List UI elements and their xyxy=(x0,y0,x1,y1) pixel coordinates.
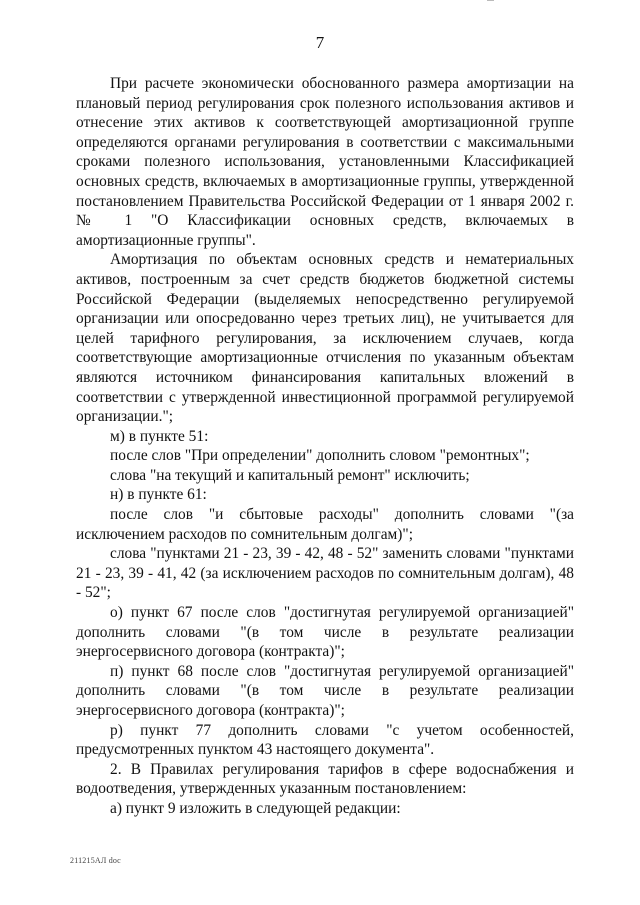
paragraph-item-n-2: слова "пунктами 21 - 23, 39 - 42, 48 - 52" заменить словами "пунктами 21 - 23, 39 - 41, 42 (за исключением расходов по сомнительным долгам), 48 - 52"; xyxy=(76,545,574,602)
paragraph-item-m-1: после слов "При определении" дополнить словом "ремонтных"; xyxy=(110,447,530,465)
paragraph-amortization-budget: Амортизация по объектам основных средств и нематериальных активов, построенным за счет средств бюджетов бюджетной системы Российской Федерации (выделяемых непосредственно регулируемой организации или опосредованно через третьих лиц), не учитывается для целей тарифного регулирования, за исключением случаев, когда соответствующие амортизационные отчисления по указанным объектам являются источником финансирования капитальных вложений в соответствии с утвержденной инвестиционной программой регулируемой организации."; xyxy=(76,251,574,426)
paragraph-item-m-2: слова "на текущий и капитальный ремонт" исключить; xyxy=(110,466,470,484)
document-body xyxy=(76,74,574,819)
paragraph-amortization-period: При расчете экономически обоснованного размера амортизации на плановый период регулирования срок полезного использования активов и отнесение этих активов к соответствующей амортизационной группе определяются органами регулирования в соответствии с максимальными сроками полезного использования, установленными Классификацией основных средств, включаемых в амортизационные группы, утвержденной постановлением Правительства Российской Федерации от 1 января 2002 г. № 1 "О Классификации основных средств, включаемых в амортизационные группы". xyxy=(76,75,574,249)
page-number: 7 xyxy=(315,33,325,52)
footer-file-code: 211215АЛ doc xyxy=(70,856,121,865)
paragraph-item-n-1: после слов "и сбытовые расходы" дополнить словами "(за исключением расходов по сомнительным долгам)"; xyxy=(76,506,574,543)
paragraph-item-o: о) пункт 67 после слов "достигнутая регулируемой организацией" дополнить словами "(в том числе в результате реализации энергосервисного договора (контракта)"; xyxy=(76,604,574,661)
paragraph-section-2: 2. В Правилах регулирования тарифов в сфере водоснабжения и водоотведения, утвержденных указанным постановлением: xyxy=(76,760,574,798)
paragraph-item-m: м) в пункте 51: xyxy=(110,427,209,445)
paragraph-item-n: н) в пункте 61: xyxy=(110,486,207,504)
paragraph-item-a: а) пункт 9 изложить в следующей редакции: xyxy=(110,799,401,817)
scan-mark xyxy=(487,0,494,1)
paragraph-item-p: п) пункт 68 после слов "достигнутая регулируемой организацией" дополнить словами "(в том числе в результате реализации энергосервисного договора (контракта)"; xyxy=(76,662,574,719)
paragraph-item-r: р) пункт 77 дополнить словами "с учетом особенностей, предусмотренных пунктом 43 настоящего документа". xyxy=(76,721,574,759)
